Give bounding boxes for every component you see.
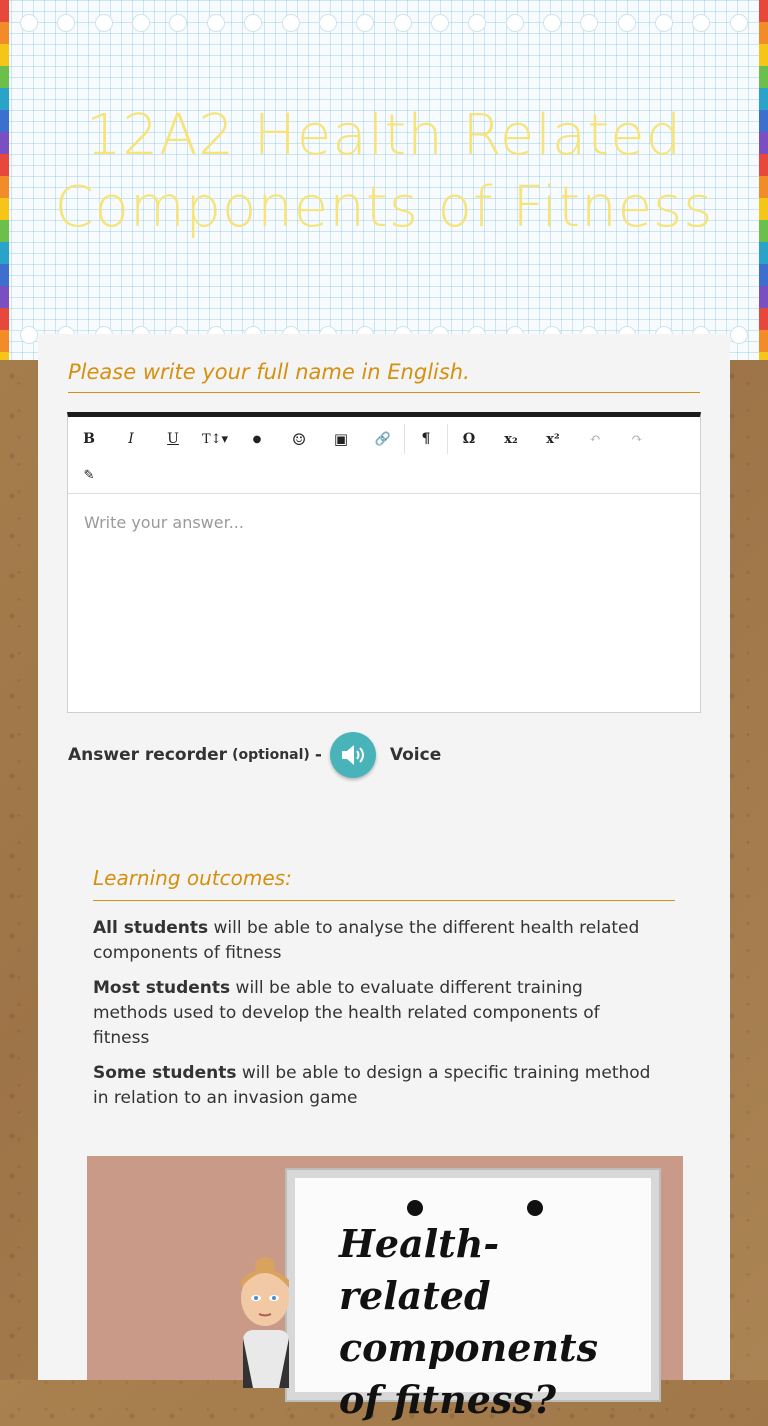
- redo-icon[interactable]: ↷: [631, 431, 643, 447]
- whiteboard: [287, 1170, 659, 1422]
- learning-outcomes-title: Learning outcomes:: [93, 866, 675, 901]
- link-icon[interactable]: 🔗: [374, 431, 392, 447]
- learning-outcomes-list: [93, 916, 653, 1121]
- list-item: All students will be able to analyse the different health related components of fitness: [93, 918, 640, 963]
- emoji-icon[interactable]: ☺: [291, 429, 307, 449]
- rainbow-border-left: [0, 0, 9, 360]
- rainbow-border-right: [759, 0, 768, 360]
- underline-button[interactable]: U: [167, 431, 179, 447]
- slide-image: [87, 1156, 683, 1422]
- editor-toolbar: [68, 417, 700, 494]
- page-title: 12A2 Health Related Components of Fitness: [54, 103, 714, 240]
- voice-label: Voice: [389, 745, 442, 765]
- list-item: Most students will be able to evaluate different training methods used to develop the health related components of fitness: [93, 978, 600, 1048]
- answer-recorder: [68, 732, 441, 778]
- recorder-optional-label: (optional): [232, 747, 310, 763]
- italic-button[interactable]: I: [128, 431, 134, 447]
- slide-title: Health-related components of fitness?: [339, 1221, 598, 1422]
- undo-icon[interactable]: ↶: [589, 431, 601, 447]
- color-drop-icon[interactable]: ●: [252, 433, 262, 445]
- question-prompt: Please write your full name in English.: [68, 360, 700, 393]
- voice-record-button[interactable]: [330, 732, 376, 778]
- rich-text-editor: [67, 412, 701, 713]
- recorder-dash: -: [314, 745, 322, 765]
- pin-icon: [527, 1200, 543, 1216]
- superscript-button[interactable]: x²: [546, 431, 560, 447]
- notebook-holes-top: [20, 14, 748, 32]
- list-item: Some students will be able to design a specific training method in relation to an invasion game: [93, 1063, 651, 1108]
- subscript-button[interactable]: x₂: [504, 431, 518, 447]
- paragraph-direction-icon[interactable]: ¶: [421, 431, 431, 447]
- answer-input[interactable]: Write your answer...: [84, 513, 244, 532]
- clear-formatting-icon[interactable]: ✎: [83, 467, 95, 483]
- speaker-icon: [339, 743, 367, 767]
- header-banner: [0, 0, 768, 360]
- special-character-icon[interactable]: Ω: [462, 431, 476, 447]
- teacher-avatar: [233, 1248, 303, 1388]
- recorder-label: Answer recorder: [68, 745, 228, 765]
- bold-button[interactable]: B: [83, 431, 95, 447]
- worksheet-card: [38, 334, 730, 1422]
- image-icon[interactable]: ▣: [333, 430, 349, 448]
- pin-icon: [407, 1200, 423, 1216]
- text-size-button[interactable]: T↕▾: [201, 431, 229, 447]
